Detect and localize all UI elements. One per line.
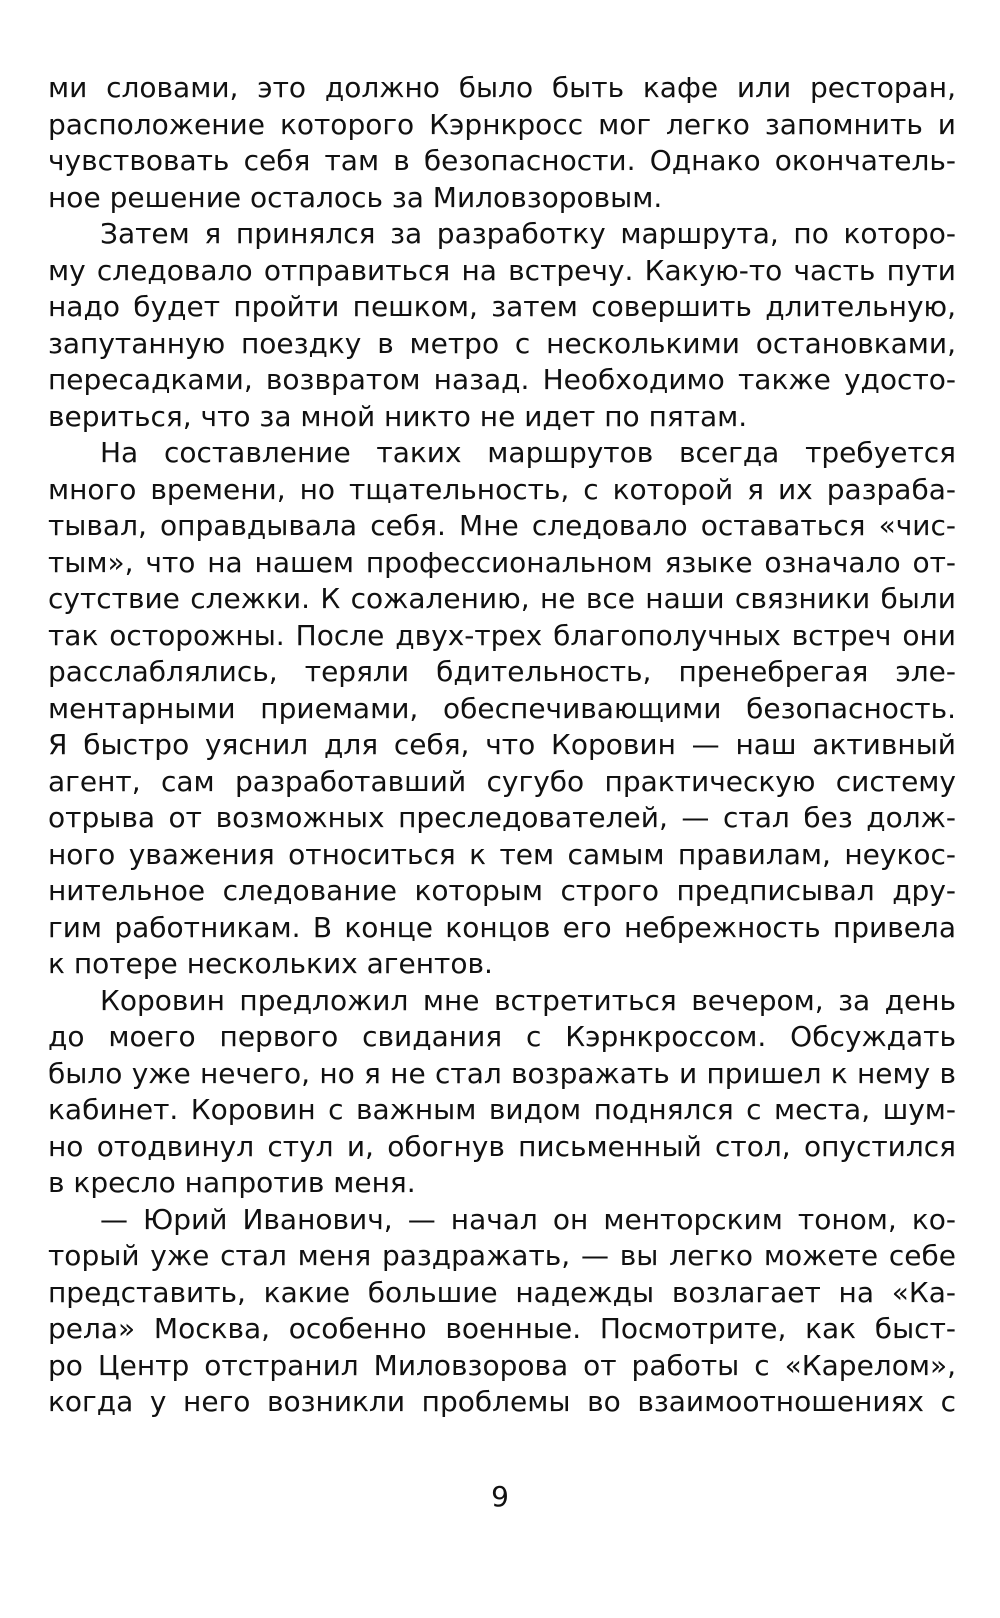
text-line: в кресло напротив меня. (48, 1166, 416, 1199)
text-line: Затем я принялся за разработку маршрута, по которо- (100, 217, 956, 250)
text-line: вериться, что за мной никто не идет по пятам. (48, 399, 748, 433)
text-line: му следовало отправиться на встречу. Какую-то часть пути (48, 253, 956, 287)
text-line: до моего первого свидания с Кэрнкроссом. Обсуждать (48, 1020, 956, 1053)
text-line: пересадками, возвратом назад. Необходимо также удосто- (48, 363, 956, 396)
text-line: много времени, но тщательность, с которой я их разраба- (48, 472, 956, 506)
text-line: чувствовать себя там в безопасности. Однако окончатель- (48, 144, 956, 177)
text-line: Я быстро уяснил для себя, что Коровин — наш активный (48, 728, 956, 761)
text-line: тывал, оправдывала себя. Мне следовало оставаться «чис- (48, 509, 956, 542)
text-line: надо будет пройти пешком, затем совершить длительную, (48, 290, 956, 323)
text-line: представить, какие большие надежды возлагает на «Ка- (48, 1275, 956, 1309)
text-line: ного уважения относиться к тем самым правилам, неукос- (48, 837, 956, 871)
text-line: ментарными приемами, обеспечивающими безопасность. (48, 691, 956, 725)
text-line: — Юрий Иванович, — начал он менторским тоном, ко- (100, 1202, 956, 1236)
text-line: Коровин предложил мне встретиться вечером, за день (100, 983, 956, 1017)
text-line: ное решение осталось за Миловзоровым. (48, 180, 663, 214)
text-line: рела» Москва, особенно военные. Посмотрите, как быст- (48, 1312, 956, 1345)
text-line: агент, сам разработавший сугубо практическую систему (48, 764, 956, 798)
text-line: но отодвинул стул и, обогнув письменный стол, опустился (48, 1129, 956, 1163)
text-line: к потере нескольких агентов. (48, 947, 493, 980)
text-line: ми словами, это должно было быть кафе или ресторан, (48, 71, 956, 104)
page-number: 9 (491, 1480, 509, 1513)
body-text (48, 70, 956, 1421)
text-line: когда у него возникли проблемы во взаимоотношениях с (48, 1385, 956, 1418)
text-line: кабинет. Коровин с важным видом поднялся с места, шум- (48, 1093, 956, 1126)
text-line: нительное следование которым строго предписывал дру- (48, 874, 956, 907)
text-line: расслаблялись, теряли бдительность, пренебрегая эле- (48, 655, 956, 688)
text-line: гим работникам. В конце концов его небрежность привела (48, 910, 956, 944)
text-line: так осторожны. После двух-трех благополучных встреч они (48, 618, 956, 652)
text-line: отрыва от возможных преследователей, — стал без долж- (48, 801, 956, 834)
text-line: сутствие слежки. К сожалению, не все наши связники были (48, 582, 956, 615)
text-line: торый уже стал меня раздражать, — вы легко можете себе (48, 1239, 956, 1272)
text-line: На составление таких маршрутов всегда требуется (100, 436, 956, 469)
text-line: было уже нечего, но я не стал возражать и пришел к нему в (48, 1056, 956, 1090)
text-line: запутанную поездку в метро с несколькими остановками, (48, 326, 956, 360)
text-line: расположение которого Кэрнкросс мог легко запомнить и (48, 107, 956, 141)
text-line: ро Центр отстранил Миловзорова от работы с «Карелом», (48, 1348, 956, 1382)
text-line: тым», что на нашем профессиональном языке означало от- (48, 545, 956, 579)
